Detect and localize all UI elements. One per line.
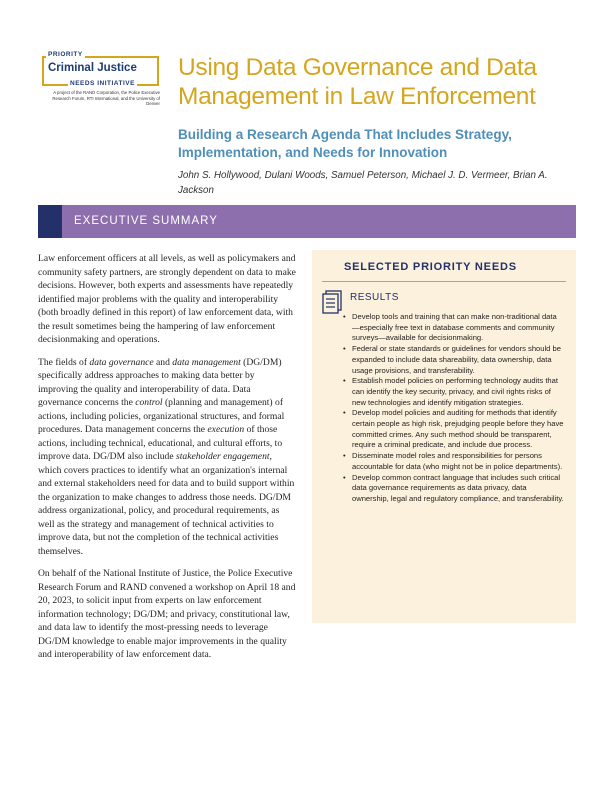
logo-title: Criminal Justice: [48, 62, 137, 74]
list-item: • Develop model policies and auditing for methods that identify certain people as high risk, prejudging people before they have committed crimes. Any such method should be transparent, require a criminal predicate, and include due process.: [342, 408, 564, 451]
page-subtitle: Building a Research Agenda That Includes Strategy, Implementation, and Needs for Innovation: [178, 127, 512, 160]
paragraph-2: The fields of data governance and data management (DG/DM) specifically address approaches to making data better by improving the quality and interoperability of data. Data governance concerns the control (planning and management) of actions, including policies, organizational structures, and formal procedures. Data management concerns the execution of those actions, including technical, educational, and cultural efforts, to improve data. DG/DM also include stakeholder engagement, which covers practices to identify what an organization's internal and external stakeholders need for data and to build support within the organization to make changes to address those needs. DG/DM address organizational, policy, and procedural requirements, as well as the strategy and management of technical activities to improve data, but not the completion of the technical activities themselves.: [38, 356, 295, 557]
logo-priority: PRIORITY: [48, 51, 83, 58]
list-item: • Develop tools and training that can make non-traditional data—especially free text in database comments and community surveys—available for decisionmaking.: [342, 312, 564, 344]
list-item: • Disseminate model roles and responsibilities for persons accountable for data (who might not be in police departments).: [342, 451, 564, 472]
section-heading: EXECUTIVE SUMMARY: [74, 215, 218, 227]
logo: [42, 51, 160, 108]
list-item: • Establish model policies on performing technology audits that can identify the key security, privacy, and civil rights risks of new technologies and identify mitigation strategies.: [342, 376, 564, 408]
logo-needs: NEEDS INITIATIVE: [70, 80, 135, 87]
main-text: [38, 252, 296, 671]
document-list-icon: [322, 290, 342, 314]
authors: John S. Hollywood, Dulani Woods, Samuel Peterson, Michael J. D. Vermeer, Brian A. Jackson: [178, 170, 548, 196]
list-item: • Develop common contract language that includes such critical data governance requirements as data privacy, data ownership, legal and regulatory compliance, and transferability.: [342, 473, 564, 505]
sidebar-divider: [322, 281, 566, 282]
page-title: Using Data Governance and Data Management in Law Enforcement: [178, 54, 537, 110]
paragraph-3: On behalf of the National Institute of Justice, the Police Executive Research Forum and RAND convened a workshop on April 18 and 20, 2023, to solicit input from experts on law enforcement information technology; DG/DM; and privacy, constitutional law, and data law to identify the most-pressing needs to leverage DG/DM knowledge to enable major improvements in the quality and interoperability of law enforcement data.: [38, 568, 296, 660]
sidebar-heading: SELECTED PRIORITY NEEDS: [344, 261, 517, 273]
results-label: RESULTS: [350, 292, 399, 303]
section-band-accent: [38, 205, 62, 238]
paragraph-1: Law enforcement officers at all levels, as well as policymakers and community safety partners, are strongly dependent on data to make decisions. However, both experts and assessments have repeatedly identified major problems with the quality and interoperability (both broadly defined in this report) of law enforcement data, with the result sometimes being the hampering of law enforcement decisionmaking and operations.: [38, 253, 296, 345]
logo-subtitle: A project of the RAND Corporation, the Police Executive Research Forum, RTI International, and the University of Denver: [52, 90, 160, 107]
list-item: • Federal or state standards or guidelines for vendors should be expanded to include data shareability, data ownership, data usage provisions, and transferability.: [342, 344, 564, 376]
priority-needs-list: [342, 312, 564, 505]
